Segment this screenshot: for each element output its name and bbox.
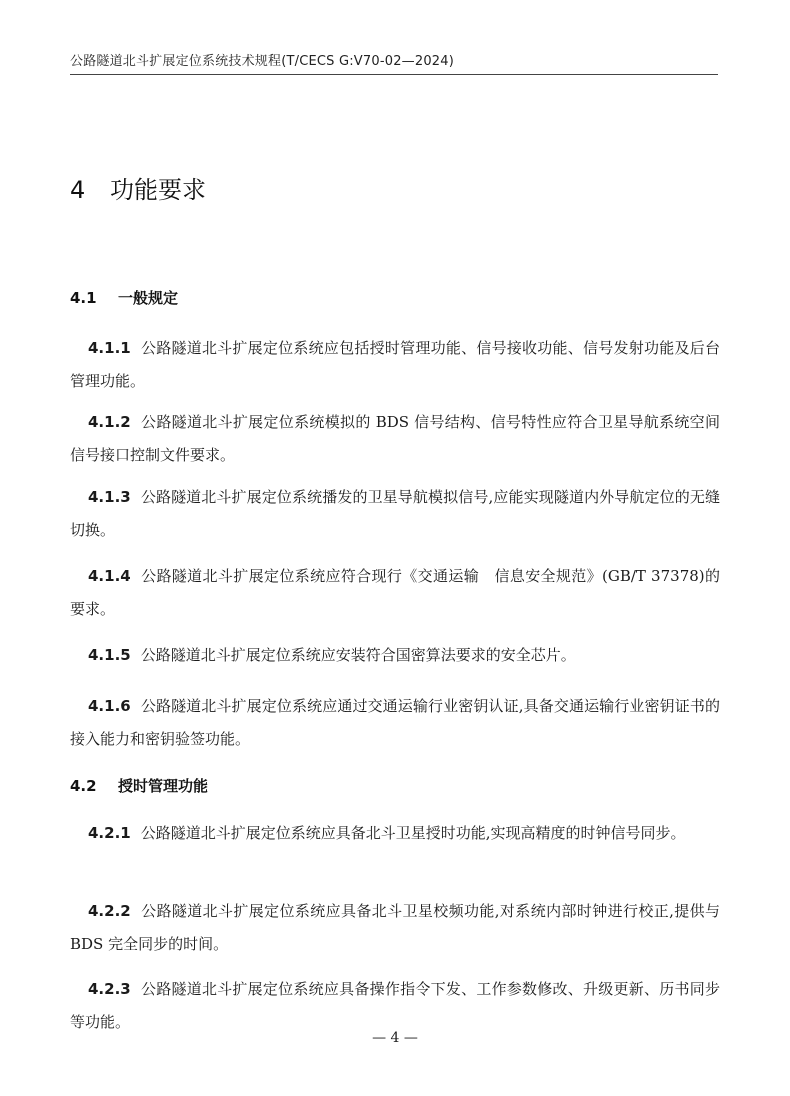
- clause: [70, 690, 720, 756]
- section-number: 4.1: [70, 289, 97, 307]
- clause-text: 公路隧道北斗扩展定位系统应符合现行《交通运输 信息安全规范》(GB/T 37378)的要求。: [70, 567, 720, 618]
- clause-number: 4.2.3: [88, 980, 131, 998]
- clause-text: 公路隧道北斗扩展定位系统应具备操作指令下发、工作参数修改、升级更新、历书同步等功能。: [70, 980, 720, 1031]
- section-heading: [70, 775, 208, 796]
- clause: [70, 639, 720, 672]
- clause-number: 4.1.4: [88, 567, 131, 585]
- section-title: 一般规定: [118, 289, 179, 307]
- clause: [70, 817, 720, 850]
- clause-number: 4.1.6: [88, 697, 131, 715]
- clause-text: 公路隧道北斗扩展定位系统播发的卫星导航模拟信号,应能实现隧道内外导航定位的无缝切换。: [70, 488, 720, 539]
- clause-text: 公路隧道北斗扩展定位系统模拟的 BDS 信号结构、信号特性应符合卫星导航系统空间信号接口控制文件要求。: [70, 413, 720, 464]
- clause-text: 公路隧道北斗扩展定位系统应具备北斗卫星授时功能,实现高精度的时钟信号同步。: [140, 824, 686, 842]
- clause-text: 公路隧道北斗扩展定位系统应包括授时管理功能、信号接收功能、信号发射功能及后台管理功能。: [70, 339, 720, 390]
- clause: [70, 560, 720, 626]
- clause: [70, 481, 720, 547]
- clause-number: 4.1.1: [88, 339, 131, 357]
- clause: [70, 332, 720, 398]
- chapter-heading: [70, 170, 206, 205]
- clause: [70, 406, 720, 472]
- chapter-title: 功能要求: [110, 176, 206, 204]
- running-header: 公路隧道北斗扩展定位系统技术规程(T/CECS G:V70-02—2024): [70, 54, 455, 69]
- clause-text: 公路隧道北斗扩展定位系统应安装符合国密算法要求的安全芯片。: [140, 646, 576, 664]
- clause-number: 4.2.1: [88, 824, 131, 842]
- clause-number: 4.1.5: [88, 646, 131, 664]
- section-heading: [70, 287, 178, 308]
- clause-number: 4.1.3: [88, 488, 131, 506]
- page-number: — 4 —: [372, 1030, 418, 1046]
- section-number: 4.2: [70, 777, 97, 795]
- clause: [70, 895, 720, 961]
- clause-number: 4.2.2: [88, 902, 131, 920]
- header-divider: [70, 74, 718, 75]
- clause-text: 公路隧道北斗扩展定位系统应具备北斗卫星校频功能,对系统内部时钟进行校正,提供与 BDS 完全同步的时间。: [70, 902, 720, 953]
- clause-text: 公路隧道北斗扩展定位系统应通过交通运输行业密钥认证,具备交通运输行业密钥证书的接入能力和密钥验签功能。: [70, 697, 720, 748]
- chapter-number: 4: [70, 176, 86, 204]
- clause-number: 4.1.2: [88, 413, 131, 431]
- section-title: 授时管理功能: [118, 777, 209, 795]
